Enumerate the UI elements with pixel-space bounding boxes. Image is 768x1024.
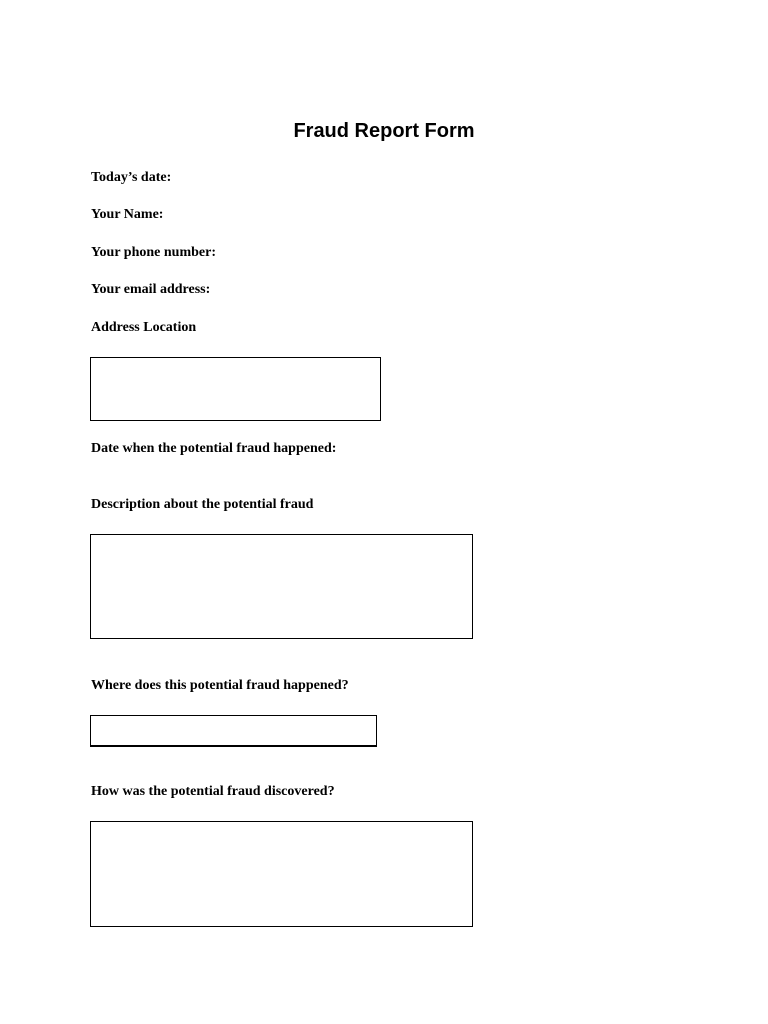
where-happened-field[interactable] xyxy=(90,715,377,747)
phone-number-label: Your phone number: xyxy=(91,245,216,260)
description-label: Description about the potential fraud xyxy=(91,497,314,512)
address-location-label: Address Location xyxy=(91,320,197,335)
how-discovered-field[interactable] xyxy=(90,821,473,927)
email-address-label: Your email address: xyxy=(91,282,211,297)
todays-date-label: Today’s date: xyxy=(91,170,172,185)
where-happened-label: Where does this potential fraud happened? xyxy=(91,678,349,693)
your-name-label: Your Name: xyxy=(91,207,164,222)
how-discovered-label: How was the potential fraud discovered? xyxy=(91,784,335,799)
address-location-field[interactable] xyxy=(90,357,381,421)
page-title: Fraud Report Form xyxy=(293,120,475,142)
fraud-date-label: Date when the potential fraud happened: xyxy=(91,441,337,456)
description-field[interactable] xyxy=(90,534,473,639)
